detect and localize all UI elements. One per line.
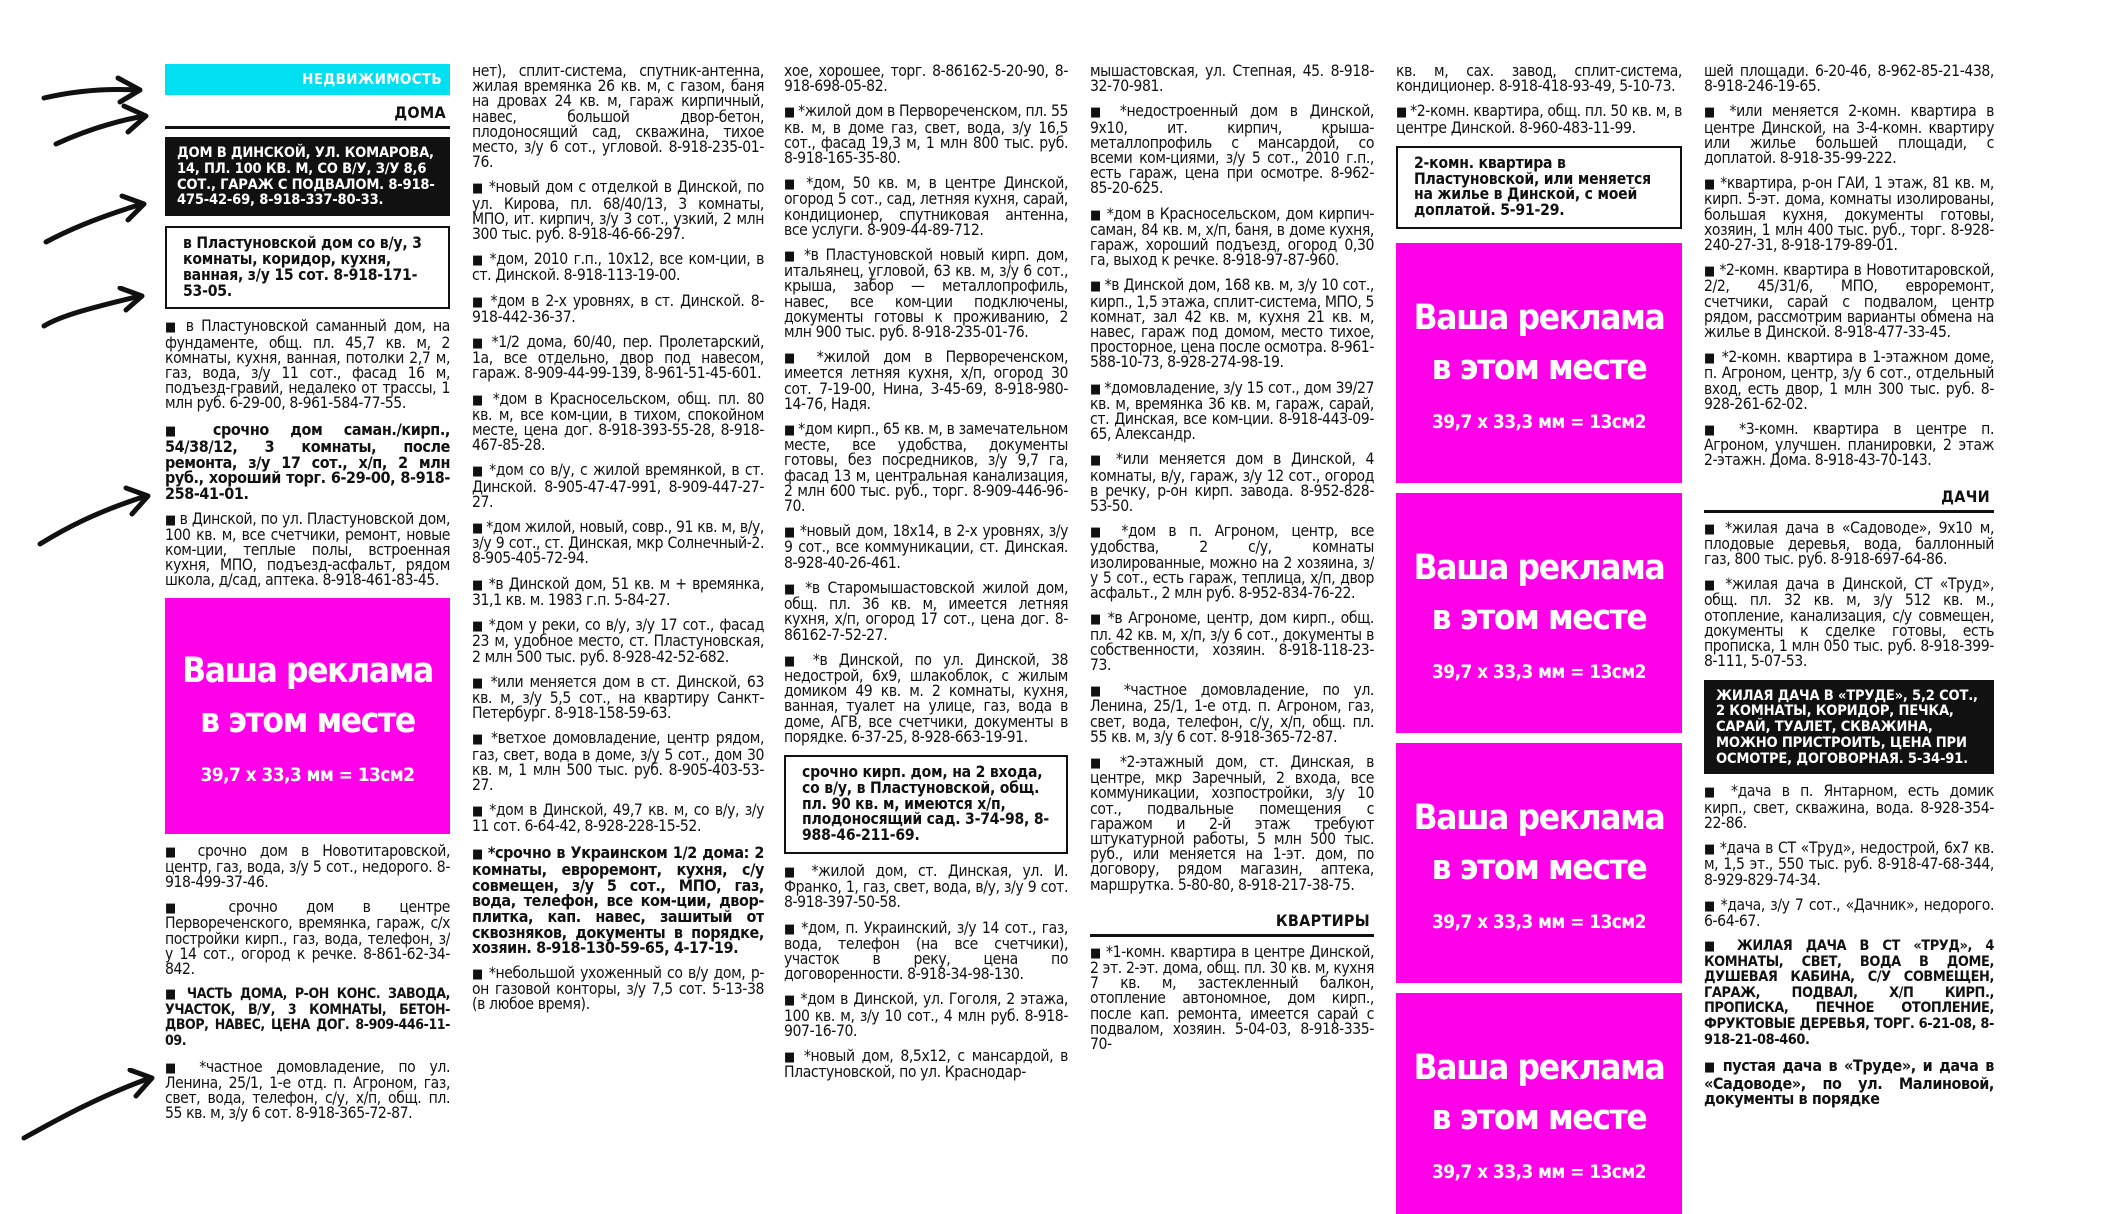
hand-drawn-arrow-icon [36, 484, 156, 550]
hand-drawn-arrow-icon [40, 286, 150, 332]
classified-ad: ■ *дом у реки, со в/у, з/у 17 сот., фасад 23 м, удобное место, ст. Пластуновская, 2 млн 500 тыс. руб. 8-928-42-52-682. [472, 618, 764, 665]
promo-subtitle: в этом месте [1431, 598, 1647, 638]
classified-ad: ■ *дача в СТ «Труд», недострой, 6х7 кв. м, 1,5 эт., 550 тыс. руб. 8-918-47-68-344, 8-929-829-74-34. [1704, 841, 1994, 888]
classified-ad: ■ *недостроенный дом в Динской, 9х10, ит. кирпич, крыша-металлопрофиль с мансардой, со всеми ком-циями, з/у 5 сот., 2010 г.п., есть гараж, цена при осмотре. 8-962-85-20-625. [1090, 104, 1374, 196]
classified-ad: ■ *в Динской дом, 51 кв. м + времянка, 31,1 кв. м. 1983 г.п. 5-84-27. [472, 577, 764, 608]
classified-ad: ■ *2-комн. квартира в 1-этажном доме, п. Агроном, центр, з/у 6 сот., отдельный вход, есть двор, 1 млн 300 тыс. руб. 8-928-261-62-02. [1704, 350, 1994, 412]
column-1 [165, 64, 450, 1214]
column-5 [1396, 64, 1682, 1214]
hand-drawn-arrow-icon [52, 102, 152, 152]
classified-ad: ■ *2-комн. квартира в Новотитаровской, 2/2, 45/31/6, МПО, евроремонт, счетчики, сарай с подвалом, центр рядом, рассмотрим варианты обмена на жилье в Динской. 8-918-477-33-45. [1704, 263, 1994, 340]
classified-ad: ■ *в Динской дом, 168 кв. м, з/у 10 сот., кирп., 1,5 этажа, сплит-система, МПО, 5 комнат, зал 42 кв. м, кухня 21 кв. м, навес, гараж под домом, место тихое, просторное, цена после осмотра. 8-961-588-10-73, 8-928-274-98-19. [1090, 278, 1374, 370]
column-6 [1704, 64, 1994, 1214]
hand-drawn-arrow-icon [42, 192, 152, 248]
column-3 [784, 64, 1068, 1214]
ad-placeholder-banner [1396, 243, 1682, 483]
classified-ad-framed: срочно кирп. дом, на 2 входа, со в/у, в Пластуновской, общ. пл. 90 кв. м, имеются х/п, плодоносящий сад. 3-74-98, 8-988-46-211-69. [784, 755, 1068, 854]
classified-ad: хое, хорошее, торг. 8-86162-5-20-90, 8-918-698-05-82. [784, 64, 1068, 96]
classified-ad: ■ ЧАСТЬ ДОМА, Р-ОН КОНС. ЗАВОДА, УЧАСТОК, В/У, 3 КОМНАТЫ, БЕТОН-ДВОР, НАВЕС, ЦЕНА ДОГ. 8-909-446-11-09. [165, 987, 450, 1049]
section-title-houses: ДОМА [165, 95, 450, 129]
classified-ad: ■ *дом в Динской, ул. Гоголя, 2 этажа, 100 кв. м, з/у 10 сот., 4 млн руб. 8-918-907-16-70. [784, 992, 1068, 1039]
classified-ad: ■ *2-комн. квартира, общ. пл. 50 кв. м, в центре Динской. 8-960-483-11-99. [1396, 104, 1682, 135]
classified-ad: ■ ЖИЛАЯ ДАЧА В СТ «ТРУД», 4 КОМНАТЫ, СВЕТ, ВОДА В ДОМЕ, ДУШЕВАЯ КАБИНА, С/У СОВМЕЩЕН, ГАРАЖ, ПОДВАЛ, Х/П КИРП., ПРОПИСКА, ПЕЧНОЕ ОТОПЛЕНИЕ, ФРУКТОВЫЕ ДЕРЕВЬЯ, ТОРГ. 6-21-08, 8-918-21-08-460. [1704, 939, 1994, 1048]
classified-ad: ■ *срочно в Украинском 1/2 дома: 2 комнаты, евроремонт, кухня, с/у совмещен, з/у 5 сот., МПО, газ, вода, телефон, все ком-ции, двор-плитка, кап. навес, зашитый от сквозняков, документы в порядке, хозяин. 8-918-130-59-65, 4-17-19. [472, 845, 764, 956]
classified-ad: ■ в Динской, по ул. Пластуновской дом, 100 кв. м, все счетчики, ремонт, новые ком-ции, теплые полы, встроенная кухня, МПО, подъезд-асфальт, рядом школа, д/сад, аптека. 8-918-461-83-45. [165, 512, 450, 588]
classified-ad: ■ *дом, 50 кв. м, в центре Динской, огород 5 сот., сад, летняя кухня, сарай, кондиционер, спутниковая антенна, все услуги. 8-909-44-89-712. [784, 176, 1068, 238]
classified-ad: ■ *дача, з/у 7 сот., «Дачник», недорого. 6-64-67. [1704, 898, 1994, 929]
classified-ad: шей площади. 6-20-46, 8-962-85-21-438, 8-918-246-19-65. [1704, 64, 1994, 96]
classified-ad-framed: 2-комн. квартира в Пластуновской, или меняется на жилье в Динской, с моей доплатой. 5-91-29. [1396, 146, 1682, 229]
classified-ad: ■ *дом со в/у, с жилой времянкой, в ст. Динской. 8-905-47-47-991, 8-909-447-27-27. [472, 463, 764, 510]
classified-ad: ■ *1/2 дома, 60/40, пер. Пролетарский, 1а, все отдельно, двор под навесом, гараж. 8-909-44-99-139, 8-961-51-45-601. [472, 335, 764, 382]
promo-size: 39,7 х 33,3 мм = 13см2 [1432, 1161, 1646, 1183]
classified-ad: ■ *дом в Красносельском, общ. пл. 80 кв. м, все ком-ции, в тихом, спокойном месте, цена дог. 8-918-393-55-28, 8-918-467-85-28. [472, 392, 764, 454]
classified-ad: ■ срочно дом в центре Первореченского, времянка, гараж, с/х постройки кирп., газ, вода, телефон, з/у 14 сот., огород к речке. 8-861-62-34-842. [165, 900, 450, 977]
promo-size: 39,7 х 33,3 мм = 13см2 [1432, 911, 1646, 933]
classified-ad: мышастовская, ул. Степная, 45. 8-918-32-70-981. [1090, 64, 1374, 96]
classified-ad: ■ *или меняется дом в ст. Динской, 63 кв. м, з/у 5,5 сот., на квартиру Санкт-Петербург. 8-918-158-59-63. [472, 675, 764, 722]
classified-ad: кв. м, сах. завод, сплит-система, кондиционер. 8-918-418-93-49, 5-10-73. [1396, 64, 1682, 96]
ad-placeholder-banner [1396, 993, 1682, 1214]
classified-ad: ■ *новый дом, 8,5х12, с мансардой, в Пластуновской, по ул. Краснодар- [784, 1049, 1068, 1080]
classified-ad: ■ *квартира, р-он ГАИ, 1 этаж, 81 кв. м, кирп. 5-эт. дома, комнаты изолированы, большая кухня, документы готовы, хозяин, 1 млн 400 тыс. руб., торг. 8-928-240-27-31, 8-918-179-89-01. [1704, 176, 1994, 253]
ad-placeholder-banner [1396, 493, 1682, 733]
hand-drawn-arrow-icon [20, 1068, 160, 1144]
promo-size: 39,7 х 33,3 мм = 13см2 [200, 763, 415, 786]
classified-ad: ■ в Пластуновской саманный дом, на фундаменте, общ. пл. 45,7 кв. м, 2 комнаты, кухня, ванная, потолки 2,7 м, газ, вода, з/у 11 сот., фасад 16 м, подъезд-гравий, недалеко от трассы, 1 млн руб. 6-29-00, 8-961-584-77-55. [165, 319, 450, 411]
classified-ad: ■ *или меняется 2-комн. квартира в центре Динской, на 3-4-комн. квартиру или жилье большей площади, с доплатой. 8-918-35-99-222. [1704, 104, 1994, 166]
column-2 [472, 64, 764, 1214]
classified-ad: ■ *новый дом, 18х14, в 2-х уровнях, з/у 9 сот., все коммуникации, ст. Динская. 8-928-40-26-461. [784, 524, 1068, 571]
promo-size: 39,7 х 33,3 мм = 13см2 [1432, 661, 1646, 683]
section-title-realty: НЕДВИЖИМОСТЬ [165, 64, 450, 95]
classified-ad: ■ *ветхое домовладение, центр рядом, газ, свет, вода в доме, з/у 5 сот., дом 30 кв. м, 1 млн 500 тыс. руб. 8-905-403-53-27. [472, 731, 764, 793]
classified-ad: ■ *дом в п. Агроном, центр, все удобства, 2 с/у, комнаты изолированные, можно на 2 хозяина, з/у 5 сот., есть гараж, теплица, х/п, двор асфальт., 2 млн руб. 8-952-834-76-22. [1090, 524, 1374, 601]
promo-title: Ваша реклама [1413, 548, 1665, 588]
classified-ad: ■ *жилой дом, ст. Динская, ул. И. Франко, 1, газ, свет, вода, в/у, з/у 9 сот. 8-918-397-50-58. [784, 864, 1068, 911]
classified-ad: ■ срочно дом в Новотитаровской, центр, газ, вода, з/у 5 сот., недорого. 8-918-499-37-46. [165, 844, 450, 891]
promo-subtitle: в этом месте [200, 700, 415, 741]
classified-ad: ■ *небольшой ухоженный со в/у дом, р-он газовой конторы, з/у 7,5 сот. 5-13-38 (в любое время). [472, 966, 764, 1013]
classified-ad: ■ *дом в Динской, 49,7 кв. м, со в/у, з/у 11 сот. 6-64-42, 8-928-228-15-52. [472, 803, 764, 834]
classified-ad: ■ *жилой дом в Первореченском, пл. 55 кв. м, в доме газ, свет, вода, з/у 16,5 сот., фасад 19,3 м, 1 млн 800 тыс. руб. 8-918-165-35-80. [784, 104, 1068, 166]
classified-ad: ■ *жилая дача в «Садоводе», 9х10 м, плодовые деревья, вода, баллонный газ, 800 тыс. руб. 8-918-697-64-86. [1704, 521, 1994, 568]
classified-ad: ■ *в Динской, по ул. Динской, 38 недострой, 6х9, шлакоблок, с жилым домиком 49 кв. м. 2 комнаты, кухня, ванная, туалет на улице, газ, вода в доме, АГВ, все счетчики, документы в порядке. 6-37-25, 8-928-663-19-91. [784, 653, 1068, 745]
promo-title: Ваша реклама [1413, 298, 1665, 338]
classified-ad: ■ *дом в 2-х уровнях, в ст. Динской. 8-918-442-36-37. [472, 294, 764, 325]
classified-ad: ■ *дом, 2010 г.п., 10х12, все ком-ции, в ст. Динской. 8-918-113-19-00. [472, 252, 764, 283]
ad-placeholder-banner [165, 598, 450, 834]
classified-ad: ■ *частное домовладение, по ул. Ленина, 25/1, 1-е отд. п. Агроном, газ, свет, вода, телефон, с/у, х/п, общ. пл. 55 кв. м, з/у 6 сот. 8-918-365-72-87. [165, 1060, 450, 1122]
classified-ad: ■ *частное домовладение, по ул. Ленина, 25/1, 1-е отд. п. Агроном, газ, свет, вода, телефон, с/у, х/п, общ. пл. 55 кв. м, з/у 6 сот. 8-918-365-72-87. [1090, 683, 1374, 745]
classified-ad: ■ *жилой дом в Первореченском, имеется летняя кухня, х/п, огород 30 сот. 7-19-00, Нина, 3-45-69, 8-918-980-14-76, Надя. [784, 350, 1068, 412]
promo-title: Ваша реклама [182, 650, 433, 691]
promo-title: Ваша реклама [1413, 1048, 1665, 1088]
classified-ad-highlight: ЖИЛАЯ ДАЧА В «ТРУДЕ», 5,2 СОТ., 2 КОМНАТЫ, КОРИДОР, ПЕЧКА, САРАЙ, ТУАЛЕТ, СКВАЖИНА, МОЖНО ПРИСТРОИТЬ, ЦЕНА ПРИ ОСМОТРЕ, ДОГОВОРНАЯ. 5-34-91. [1704, 680, 1994, 775]
classified-ad: ■ *дача в п. Янтарном, есть домик кирп., свет, скважина, вода. 8-928-354-22-86. [1704, 784, 1994, 831]
classified-ad: ■ *3-комн. квартира в центре п. Агроном, улучшен. планировки, 2 этаж 2-этажн. Дома. 8-918-43-70-143. [1704, 422, 1994, 469]
promo-title: Ваша реклама [1413, 798, 1665, 838]
column-4 [1090, 64, 1374, 1214]
promo-subtitle: в этом месте [1431, 1098, 1647, 1138]
classified-ad: ■ *дом жилой, новый, совр., 91 кв. м, в/у, з/у 9 сот., ст. Динская, мкр Солнечный-2. 8-905-405-72-94. [472, 520, 764, 567]
classified-ad-highlight: ДОМ В ДИНСКОЙ, УЛ. КОМАРОВА, 14, ПЛ. 100 КВ. М, СО В/У, З/У 8,6 СОТ., ГАРАЖ С ПОДВАЛОМ. 8-918-475-42-69, 8-918-337-80-33. [165, 137, 450, 216]
classified-ad: ■ *жилая дача в Динской, СТ «Труд», общ. пл. 32 кв. м, з/у 512 кв. м., отопление, канализация, с/у совмещен, документы к сделке готовы, есть прописка, 1 млн 050 тыс. руб. 8-918-399-8-111, 5-07-53. [1704, 577, 1994, 669]
classified-ad: ■ *дом в Красносельском, дом кирпич-саман, 84 кв. м, х/п, баня, в доме кухня, гараж, хороший подъезд, огород 0,30 га, выход к речке. 8-918-97-87-960. [1090, 207, 1374, 269]
classified-ad: ■ *домовладение, з/у 15 сот., дом 39/27 кв. м, времянка 36 кв. м, гараж, сарай, ст. Динская, все ком-ции. 8-918-443-09-65, Александр. [1090, 381, 1374, 443]
promo-subtitle: в этом месте [1431, 348, 1647, 388]
promo-size: 39,7 х 33,3 мм = 13см2 [1432, 411, 1646, 433]
classified-ad: ■ *1-комн. квартира в центре Динской, 2 эт. 2-эт. дома, общ. пл. 30 кв. м, кухня 7 кв. м, застекленный балкон, отопление автономное, дом кирп., после кап. ремонта, имеется сарай с подвалом, хозяин. 5-04-03, 8-918-335-70- [1090, 945, 1374, 1052]
promo-subtitle: в этом месте [1431, 848, 1647, 888]
classified-ad: ■ *или меняется дом в Динской, 4 комнаты, в/у, гараж, з/у 12 сот., огород в речку, р-он кирп. завода. 8-952-828-53-50. [1090, 452, 1374, 514]
classified-ad: ■ срочно дом саман./кирп., 54/38/12, 3 комнаты, после ремонта, з/у 17 сот., х/п, 2 млн руб., хороший торг. 6-29-00, 8-918-258-41-01. [165, 422, 450, 502]
classified-ad: ■ *в Пластуновской новый кирп. дом, итальянец, угловой, 63 кв. м, з/у 6 сот., крыша, забор — металлопрофиль, навес, все ком-ции подключены, документы готовы к проживанию, 2 млн 900 тыс. руб. 8-918-235-01-76. [784, 248, 1068, 340]
classified-ad: ■ *в Агрономе, центр, дом кирп., общ. пл. 42 кв. м, х/п, з/у 6 сот., документы в собственности, хозяин. 8-918-118-23-73. [1090, 611, 1374, 673]
classified-ad: ■ *новый дом с отделкой в Динской, по ул. Кирова, пл. 68/40/13, 3 комнаты, МПО, ит. кирпич, з/у 3 сот., узкий, 2 млн 300 тыс. руб. 8-918-46-66-297. [472, 180, 764, 242]
section-title-dachas: ДАЧИ [1704, 479, 1994, 513]
classified-ad: ■ *2-этажный дом, ст. Динская, в центре, мкр Заречный, 2 входа, все коммуникации, хозпостройки, з/у 10 сот., подвальные помещения с гаражом и 2-й этаж требуют штукатурной работы, 5 млн 500 тыс. руб., или меняется на 1-эт. дом, по договору, рядом магазин, аптека, маршрутка. 5-80-80, 8-918-217-38-75. [1090, 755, 1374, 893]
classified-ad: ■ пустая дача в «Труде», и дача в «Садоводе», по ул. Малиновой, документы в порядке [1704, 1058, 1994, 1107]
section-title-apartments: КВАРТИРЫ [1090, 903, 1374, 937]
classified-ad: ■ *дом кирп., 65 кв. м, в замечательном месте, все удобства, документы готовы, без посредников, з/у 9,7 га, фасад 13 м, центральная канализация, 2 млн 600 тыс. руб., торг. 8-909-446-96-70. [784, 422, 1068, 514]
classified-ad: нет), сплит-система, спутник-антенна, жилая времянка 26 кв. м, с газом, баня на дровах 24 кв. м, гараж кирпичный, навес, большой двор-бетон, плодоносящий сад, скважина, тихое место, з/у 6 сот., угловой. 8-918-235-01-76. [472, 64, 764, 172]
classified-ad-framed: в Пластуновской дом со в/у, 3 комнаты, коридор, кухня, ванная, з/у 15 сот. 8-918-171-53-05. [165, 226, 450, 309]
ad-placeholder-banner [1396, 743, 1682, 983]
classified-ad: ■ *в Старомышастовской жилой дом, общ. пл. 36 кв. м, имеется летняя кухня, х/п, огород 17 сот., цена дог. 8-86162-7-52-27. [784, 581, 1068, 643]
classified-ad: ■ *дом, п. Украинский, з/у 14 сот., газ, вода, телефон (на все счетчики), участок в реку, цена по договоренности. 8-918-34-98-130. [784, 921, 1068, 983]
